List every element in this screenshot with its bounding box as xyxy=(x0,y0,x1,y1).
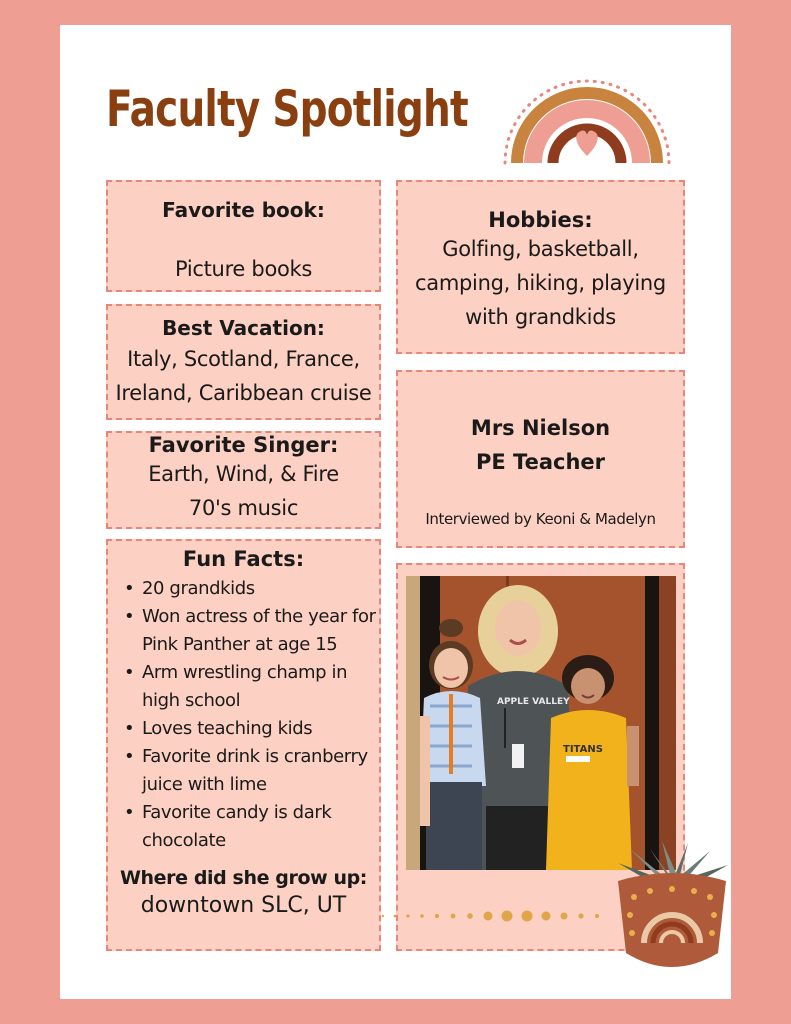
rainbow-icon xyxy=(495,38,680,168)
hobbies-heading: Hobbies: xyxy=(488,208,593,232)
dot-divider-icon xyxy=(375,905,615,927)
list-item: • 20 grandkids xyxy=(120,575,379,603)
shirt-text-apple-valley: APPLE VALLEY xyxy=(497,697,570,707)
list-item: • Favorite candy is dark chocolate xyxy=(120,799,379,855)
list-item: • Loves teaching kids xyxy=(120,715,379,743)
interviewed-by: Interviewed by Keoni & Madelyn xyxy=(425,510,656,528)
fun-facts-box xyxy=(106,539,381,951)
faculty-photo xyxy=(406,576,676,870)
page-title: Faculty Spotlight xyxy=(106,80,468,138)
hobbies-line-3: with grandkids xyxy=(465,305,616,329)
shirt-text-titans: TITANS xyxy=(563,744,603,755)
hobbies-line-2: camping, hiking, playing xyxy=(415,271,666,295)
favorite-singer-line-2: 70's music xyxy=(188,496,299,520)
teacher-role: PE Teacher xyxy=(476,450,605,474)
hobbies-line-1: Golfing, basketball, xyxy=(442,237,639,261)
favorite-singer-box xyxy=(106,431,381,529)
best-vacation-heading: Best Vacation: xyxy=(162,316,325,340)
grow-up-heading: Where did she grow up: xyxy=(119,867,368,889)
fun-facts-heading: Fun Facts: xyxy=(182,547,305,571)
favorite-singer-line-1: Earth, Wind, & Fire xyxy=(148,462,339,486)
teacher-box xyxy=(396,370,685,548)
list-item: • Favorite drink is cranberry juice with lime xyxy=(120,743,379,799)
fun-facts-list xyxy=(120,575,379,855)
teacher-name: Mrs Nielson xyxy=(470,416,611,440)
favorite-book-value: Picture books xyxy=(174,257,313,281)
best-vacation-line-1: Italy, Scotland, France, xyxy=(127,347,360,371)
list-item: • Arm wrestling champ in high school xyxy=(120,659,379,715)
list-item: • Won actress of the year for Pink Panther at age 15 xyxy=(120,603,379,659)
photo-illustration xyxy=(406,576,676,870)
succulent-pot-icon xyxy=(610,835,735,975)
grow-up-value: downtown SLC, UT xyxy=(140,893,347,918)
hobbies-box xyxy=(396,180,685,354)
best-vacation-line-2: Ireland, Caribbean cruise xyxy=(115,381,372,405)
favorite-book-heading: Favorite book: xyxy=(162,198,325,222)
favorite-singer-heading: Favorite Singer: xyxy=(148,433,339,457)
best-vacation-box xyxy=(106,304,381,420)
favorite-book-box xyxy=(106,180,381,292)
